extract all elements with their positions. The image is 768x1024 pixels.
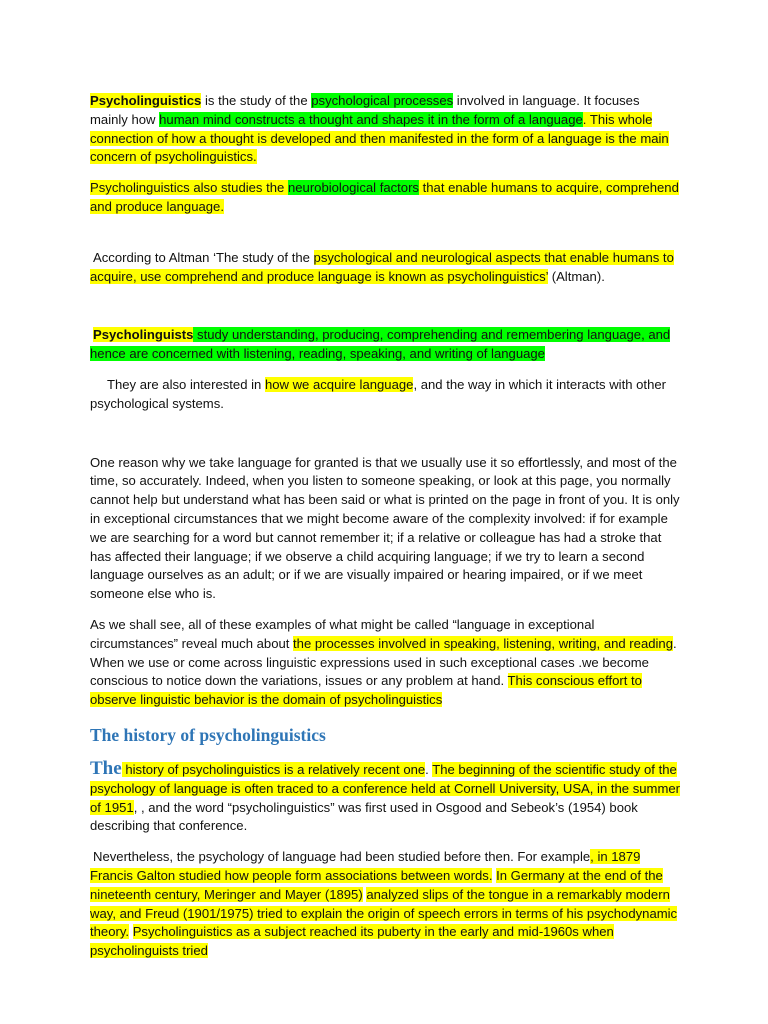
highlight-yellow: that enable humans to acquire, comprehend and produce language. (90, 180, 679, 214)
highlight-yellow: Psycholinguistics as a subject reached its puberty in the early and mid-1960s when psycholinguists tried (90, 924, 614, 959)
highlight-yellow: analyzed slips of the tongue in a remarkably modern way, and Freud (1901/1975) tried to explain the origin of speech errors in terms of his psychodynamic theory. (90, 886, 678, 940)
text-run: Nevertheless, the psychology of language had been studied before then. For example (93, 849, 591, 865)
text-run: . (425, 761, 433, 777)
text-run: (Altman). (548, 268, 605, 284)
paragraph-acquire (90, 376, 680, 414)
highlight-yellow: This conscious effort to observe linguistic behavior is the domain of psycholinguistics (90, 673, 642, 708)
highlight-yellow: history of psycholinguistics is a relatively recent one (121, 761, 426, 777)
text-run: , and the way in which it interacts with other psychological systems. (90, 376, 666, 411)
drop-cap: The (90, 757, 122, 779)
paragraph-history (90, 757, 681, 836)
text-run: is the study of the (201, 93, 312, 108)
highlight-yellow: the processes involved in speaking, listening, writing, and reading (293, 635, 673, 651)
highlight-yellow: The beginning of the scientific study of the psychology of language is often traced to a conference held at Cornell University, USA, in the summer of 1951 (90, 761, 681, 815)
paragraph-definition (90, 92, 680, 167)
highlight-yellow: In Germany at the end of the nineteenth century, Meringer and Mayer (1895) (90, 867, 663, 902)
highlight-yellow: psychological and neurological aspects that enable humans to acquire, use comprehend and produce language is known as psycholinguistics’ (90, 249, 674, 284)
paragraph-neurobiological (90, 179, 680, 217)
highlight-term: Psycholinguists (93, 327, 194, 343)
text-run: According to Altman ‘The study of the (93, 249, 314, 265)
paragraph-psycholinguists (90, 326, 680, 364)
text-run: , , and the word “psycholinguistics” was first used in Osgood and Sebeok’s (1954) book describing that conference. (90, 799, 638, 834)
highlight-yellow: . This whole connection of how a thought is developed and then manifested in the form of a language is the main concern of psycholinguistics. (90, 111, 669, 165)
highlight-green: neurobiological factors (287, 180, 419, 196)
highlight-term: Psycholinguistics (90, 93, 202, 108)
text-run: involved in language. It focuses mainly how (90, 93, 640, 127)
highlight-green: study understanding, producing, comprehending and remembering language, and hence are concerned with listening, reading, speaking, and writing of language (90, 327, 671, 362)
highlight-yellow: , in 1879 Francis Galton studied how people form associations between words. (90, 849, 641, 883)
text-run: They are also interested in (107, 376, 265, 392)
highlight-green: human mind constructs a thought and shapes it in the form of a language (159, 111, 583, 127)
paragraph-exceptional (90, 616, 680, 710)
highlight-yellow: Psycholinguistics also studies the (90, 180, 288, 196)
highlight-yellow: how we acquire language (264, 376, 414, 392)
text-run: As we shall see, all of these examples of what might be called “language in exceptional circumstances” reveal much about (90, 616, 595, 651)
highlight-green: psychological processes (311, 93, 454, 108)
text-run: . When we use or come across linguistic expressions used in such exceptional cases .we become conscious to notice down the variations, issues or any problem at hand. (90, 635, 677, 689)
paragraph-nevertheless (90, 848, 680, 961)
section-heading: The history of psycholinguistics (90, 724, 326, 745)
paragraph-one-reason: One reason why we take language for granted is that we usually use it so effortlessly, and most of the time, so accurately. Indeed, when you listen to someone speaking, or look at this page, you normally cannot help but understand what has been said or what is printed on the page in front of you. It is only in exceptional circumstances that we might become aware of the complexity involved: if for example we are searching for a word but cannot remember it; if a relative or colleague has had a stroke that has affected their language; if we observe a child acquiring language; if we try to learn a second language ourselves as an adult; or if we are visually impaired or hearing impaired, or if we meet someone else who is. (90, 454, 680, 602)
paragraph-altman (90, 249, 680, 287)
